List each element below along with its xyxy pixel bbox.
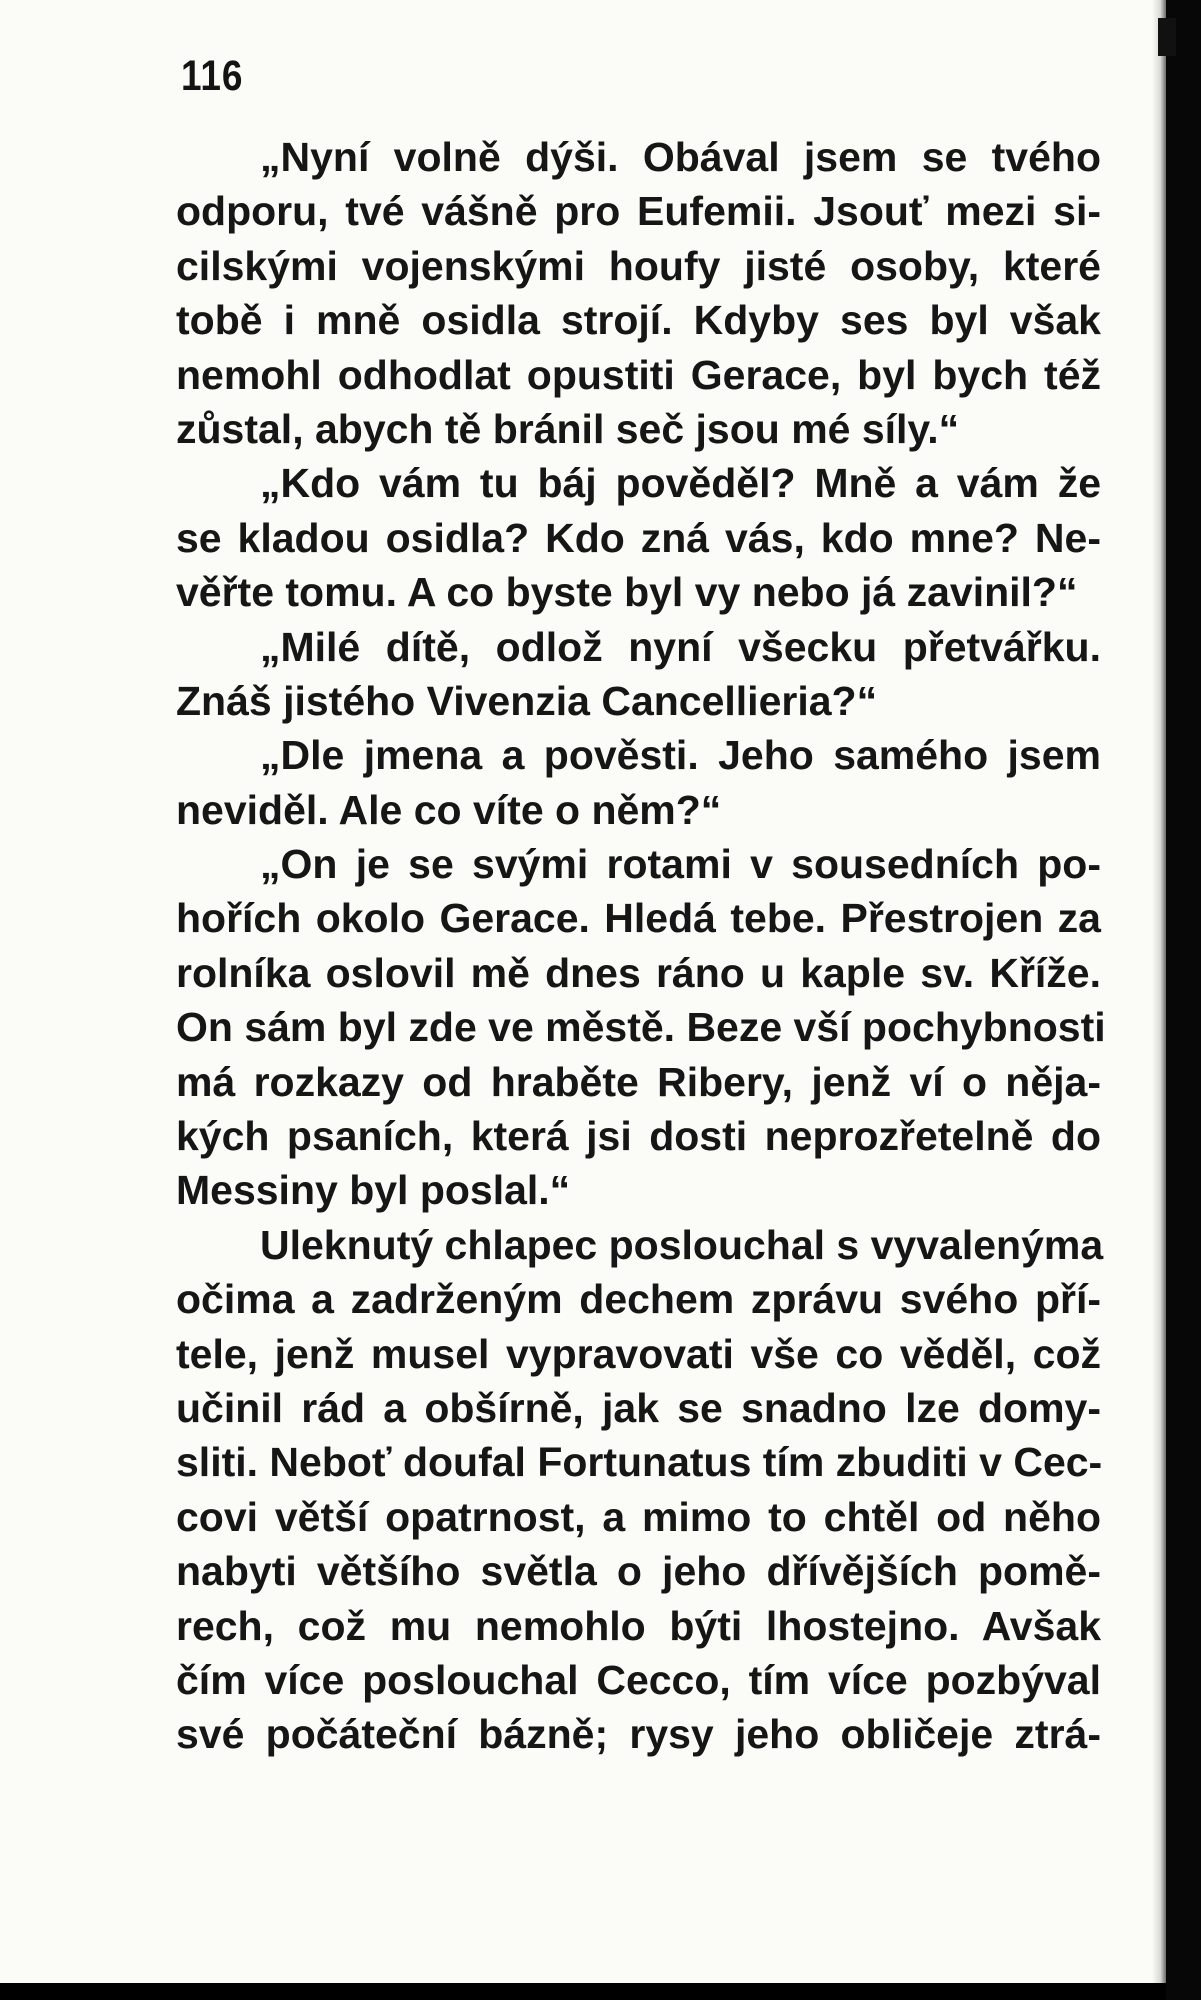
text-line: nemohl odhodlat opustiti Gerace, byl bych též <box>176 351 1101 398</box>
text-line: Znáš jistého Vivenzia Cancellieria?“ <box>176 677 878 724</box>
text-line: tobě i mně osidla strojí. Kdyby ses byl však <box>176 297 1101 344</box>
text-line: cilskými vojenskými houfy jisté osoby, které <box>176 242 1101 289</box>
text-line: covi větší opatrnost, a mimo to chtěl od něho <box>176 1493 1101 1540</box>
text-line: hořích okolo Gerace. Hledá tebe. Přestrojen za <box>176 895 1101 942</box>
text-line: neviděl. Ale co víte o něm?“ <box>176 786 722 833</box>
text-line: své počáteční bázně; rysy jeho obličeje ztrá- <box>176 1711 1101 1758</box>
text-line: rolníka oslovil mě dnes ráno u kaple sv. Kříže. <box>176 949 1101 996</box>
text-line: On sám byl zde ve městě. Beze vší pochybnosti <box>176 1004 1106 1051</box>
text-line: „Kdo vám tu báj pověděl? Mně a vám že <box>260 460 1101 507</box>
text-line: očima a zadrženým dechem zprávu svého pří- <box>176 1276 1101 1323</box>
text-line: odporu, tvé vášně pro Eufemii. Jsouť mezi si- <box>176 188 1101 235</box>
text-line: „Nyní volně dýši. Obával jsem se tvého <box>260 134 1101 180</box>
text-line: nabyti většího světla o jeho dřívějších pomě- <box>176 1548 1101 1595</box>
text-line: sliti. Neboť doufal Fortunatus tím zbuditi v Cec- <box>176 1439 1103 1486</box>
scan-border-notch <box>1158 18 1176 56</box>
text-body <box>176 130 1106 1762</box>
text-line: učinil rád a obšírně, jak se snadno lze domy- <box>176 1384 1101 1431</box>
text-line: „On je se svými rotami v sousedních po- <box>260 841 1101 888</box>
text-line: „Milé dítě, odlož nyní všecku přetvářku. <box>260 623 1101 670</box>
page-edge-shadow <box>1152 0 1166 1983</box>
text-line: má rozkazy od hraběte Ribery, jenž ví o něja- <box>176 1058 1101 1105</box>
text-line: Messiny byl poslal.“ <box>176 1167 571 1214</box>
text-line: tele, jenž musel vypravovati vše co věděl, což <box>176 1330 1101 1377</box>
text-line: „Dle jmena a pověsti. Jeho samého jsem <box>260 732 1101 779</box>
text-line: Uleknutý chlapec poslouchal s vyvalenýma <box>260 1221 1104 1268</box>
text-line: zůstal, abych tě bránil seč jsou mé síly.“ <box>176 405 960 452</box>
page-number: 116 <box>181 52 244 100</box>
text-line: rech, což mu nemohlo býti lhostejno. Avšak <box>176 1602 1101 1649</box>
scan-border <box>1166 0 1201 2000</box>
text-line: kých psaních, která jsi dosti neprozřetelně do <box>176 1113 1101 1160</box>
text-line: se kladou osidla? Kdo zná vás, kdo mne? Ne- <box>176 514 1101 561</box>
text-line: věřte tomu. A co byste byl vy nebo já zavinil?“ <box>176 569 1078 616</box>
text-line: čím více poslouchal Cecco, tím více pozbýval <box>176 1656 1101 1703</box>
